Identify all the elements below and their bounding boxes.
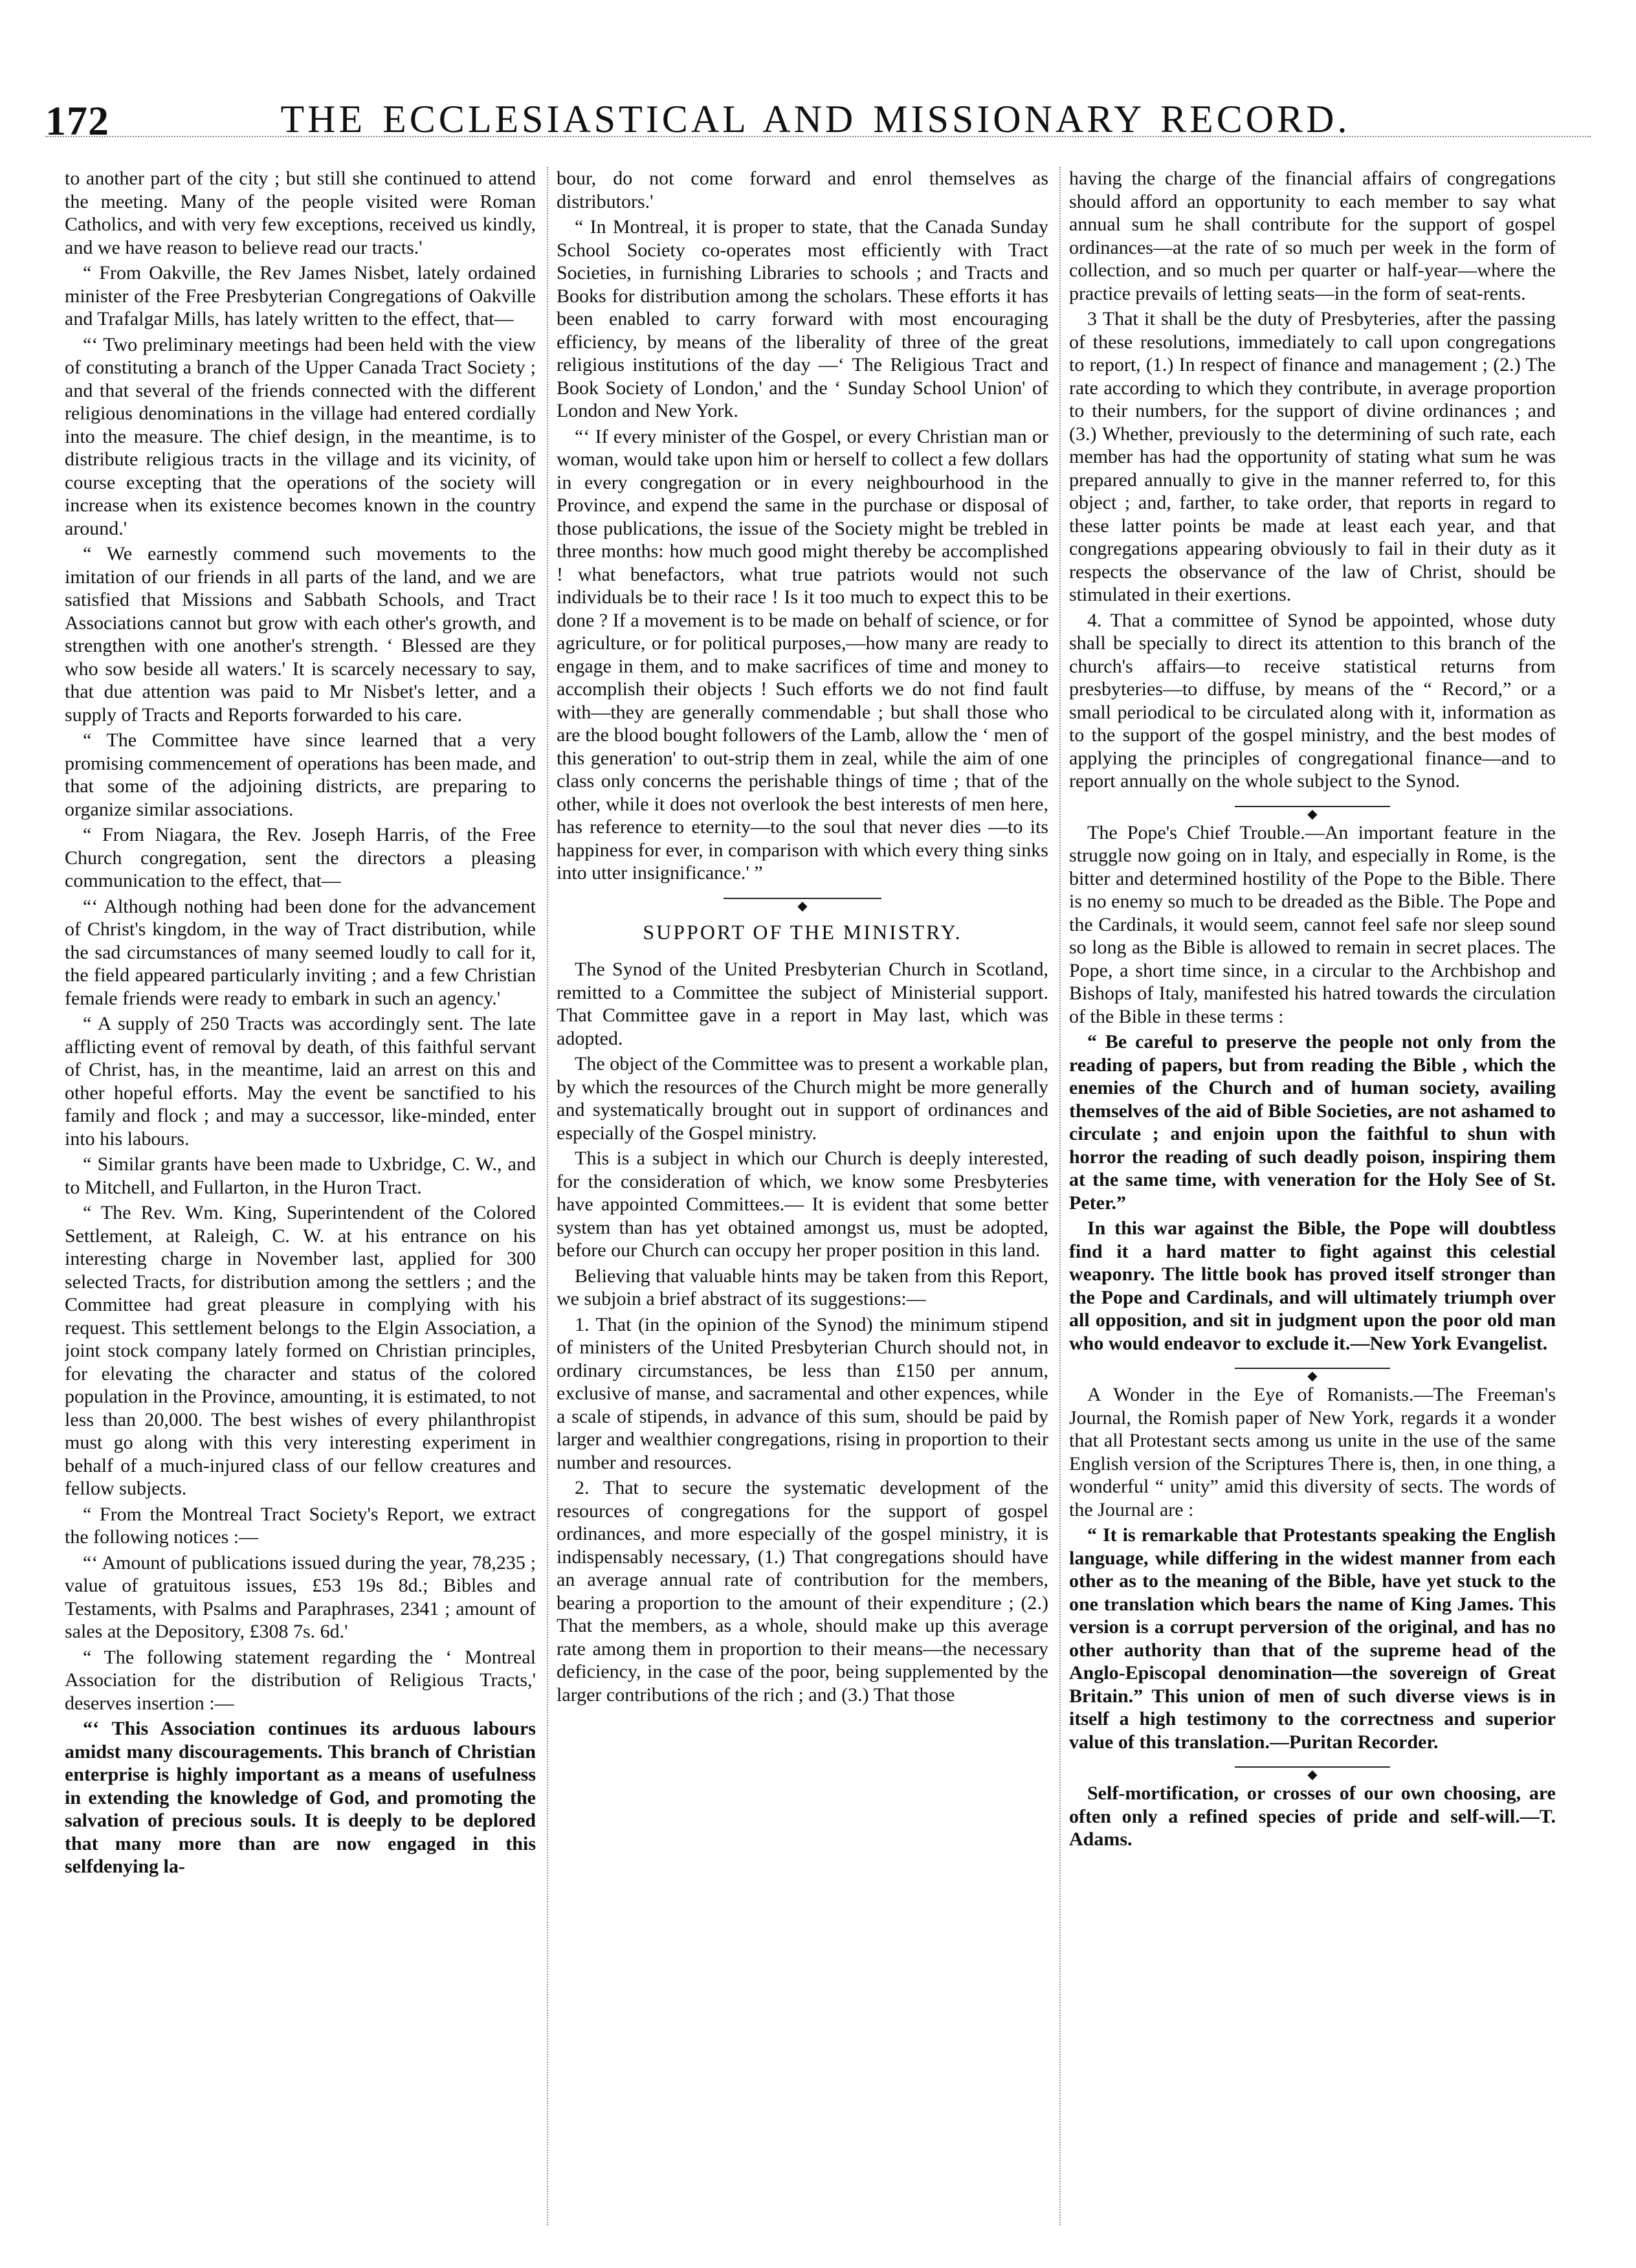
column-right bbox=[1069, 167, 1556, 2225]
section-divider-ornament: ◆ bbox=[557, 893, 1048, 904]
page-header bbox=[39, 97, 1592, 168]
column-middle bbox=[557, 167, 1048, 2225]
paragraph: “ The Committee have since learned that a very promising commencement of operations has been made, and that some of the adjoining districts, are preparing to organize similar associations. bbox=[65, 729, 536, 820]
paragraph: “ The Rev. Wm. King, Superintendent of the Colored Settlement, at Raleigh, C. W. at his entrance on his interesting charge in November last, applied for 300 selected Tracts, for distribution among the settlers ; and the Committee had great pleasure in complying with his request. This settlement belongs to the Elgin Association, a joint stock company lately formed on Christian principles, for elevating the character and status of the colored population in the Province, amounting, it is estimated, to not less than 20,000. The best wishes of every philanthropist must go along with this very interesting experiment in behalf of a much-injured class of our fellow creatures and fellow subjects. bbox=[65, 1202, 536, 1499]
paragraph: “‘ Amount of publications issued during the year, 78,235 ; value of gratuitous issues, £53 19s 8d.; Bibles and Testaments, with Psalms and Paraphrases, 2341 ; amount of sales at the Depository, £308 7s. 6d.' bbox=[65, 1551, 536, 1642]
paragraph: The object of the Committee was to present a workable plan, by which the resources of the Church might be more generally and systematically brought out in support of ordinances and especially of the Gospel ministry. bbox=[557, 1053, 1048, 1144]
header-rule bbox=[45, 136, 1591, 140]
paragraph: having the charge of the financial affairs of congregations should afford an opportunity to each member to say what annual sum he shall contribute for the support of gospel ordinances—at the rate of so much per week in the form of collection, and so much per quarter or half-year—where the practice prevails of letting seats—in the form of seat-rents. bbox=[1069, 168, 1556, 304]
page-number: 172 bbox=[45, 98, 109, 144]
paragraph: “‘ Two preliminary meetings had been held with the view of constituting a branch of the Upper Canada Tract Society ; and that several of the friends connected with the different religious denominations in the village had entered cordially into the measure. The chief design, in the meantime, is to distribute religious tracts in the village and its vicinity, of course excepting that the operations of the society will increase when its existence becomes known in the country around.' bbox=[65, 333, 536, 539]
paragraph: “‘ If every minister of the Gospel, or every Christian man or woman, would take upon him or herself to collect a few dollars in every congregation or in every neighbourhood in the Province, and expend the same in the purchase or disposal of those publications, the issue of the Society might be trebled in three months: how much good might thereby be accomplished ! what benefactors, what true patriots would not such individuals be to their race ! Is it too much to expect this to be done ? If a movement is to be made on behalf of science, or for agriculture, or for political purposes,—how many are ready to engage in them, and to make sacrifices of time and money to accomplish their objects ! Such efforts we do not find fault with—they are generally commendable ; but shall those who are the blood bought followers of the Lamb, allow the ‘ men of this generation' to out-strip them in zeal, while the aim of one class only concerns the perishable things of time ; that of the other, while it does not overlook the best interests of men here, has reference to eternity—to the soul that never dies —to its happiness for ever, in comparison with which every thing sinks into utter insignificance.' ” bbox=[557, 425, 1048, 884]
paragraph: “ A supply of 250 Tracts was accordingly sent. The late afflicting event of removal by death, of this faithful servant of Christ, has, in the meantime, laid an arrest on this and other hopeful efforts. May the event be sanctified to his family and flock ; and may a successor, like-minded, enter into his labours. bbox=[65, 1013, 536, 1150]
column-separator bbox=[1059, 167, 1061, 2225]
paragraph: “ From Oakville, the Rev James Nisbet, lately ordained minister of the Free Presbyterian Congregations of Oakville and Trafalgar Mills, has lately written to the effect, that— bbox=[65, 262, 536, 329]
paragraph: “ From Niagara, the Rev. Joseph Harris, of the Free Church congregation, sent the directors a pleasing communication to the effect, that— bbox=[65, 824, 536, 891]
paragraph: “ From the Montreal Tract Society's Report, we extract the following notices :— bbox=[65, 1503, 536, 1548]
paragraph: A Wonder in the Eye of Romanists.—The Freeman's Journal, the Romish paper of New York, regards it a wonder that all Protestant sects among us unite in the use of the same English version of the Scriptures There is, then, in one thing, a wonderful “ unity” amid this diversity of sects. The words of the Journal are : bbox=[1069, 1384, 1556, 1520]
running-title: THE ECCLESIASTICAL AND MISSIONARY RECORD. bbox=[280, 98, 1351, 140]
paragraph: 3 That it shall be the duty of Presbyteries, after the passing of these resolutions, immediately to call upon congregations to report, (1.) In respect of finance and management ; (2.) The rate according to which they contribute, in average proportion to their numbers, for the support of divine ordinances ; and (3.) Whether, previously to the determining of such rate, each member has had the opportunity of stating what sum he was prepared annually to give in the manner referred to, for this object ; and, farther, to take order, that reports in regard to these latter points be made at least each year, and that congregations appearing obviously to fail in their duty as it respects the observance of the law of Christ, should be stimulated in their exertions. bbox=[1069, 308, 1556, 605]
paragraph: bour, do not come forward and enrol themselves as distributors.' bbox=[557, 168, 1048, 212]
paragraph: Believing that valuable hints may be taken from this Report, we subjoin a brief abstract of its suggestions:— bbox=[557, 1265, 1048, 1309]
paragraph: Self-mortification, or crosses of our own choosing, are often only a refined species of pride and self-will.—T. Adams. bbox=[1069, 1783, 1556, 1850]
paragraph: This is a subject in which our Church is deeply interested, for the consideration of which, we know some Presbyteries have appointed Committees.— It is evident that some better system than has yet obtained amongst us, must be adopted, before our Church can occupy her proper position in this land. bbox=[557, 1148, 1048, 1261]
paragraph: “ It is remarkable that Protestants speaking the English language, while differing in the widest manner from each other as to the meaning of the Bible, have yet stuck to the one translation which bears the name of King James. This version is a corrupt perversion of the original, and has no other authority than that of the supreme head of the Anglo-Episcopal denomination—the sovereign of Great Britain.” This union of men of such diverse views is in itself a high testimony to the correctness and superior value of this translation.—Puritan Recorder. bbox=[1069, 1524, 1556, 1753]
column-separator bbox=[547, 167, 548, 2225]
paragraph: to another part of the city ; but still she continued to attend the meeting. Many of the people visited were Roman Catholics, and with very few exceptions, received us kindly, and we have reason to believe read our tracts.' bbox=[65, 168, 536, 258]
paragraph: “ In Montreal, it is proper to state, that the Canada Sunday School Society co-operates most efficiently with Tract Societies, in furnishing Libraries to schools ; and Tracts and Books for distribution among the scholars. These efforts it has been enabled to carry forward with most encouraging efficiency, by means of the liberality of three of the great religious institutions of the day —‘ The Religious Tract and Book Society of London,' and the ‘ Sunday School Union' of London and New York. bbox=[557, 216, 1048, 421]
paragraph: The Pope's Chief Trouble.—An important feature in the struggle now going on in Italy, and especially in Rome, is the bitter and determined hostility of the Pope to the Bible. There is no enemy so much to be dreaded as the Bible. The Pope and the Cardinals, it would seem, cannot feel safe nor sleep sound so long as the Bible is allowed to remain in secret places. The Pope, a short time since, in a circular to the Archbishop and Bishops of Italy, manifested his hatred towards the circulation of the Bible in these terms : bbox=[1069, 821, 1556, 1027]
paragraph: 1. That (in the opinion of the Synod) the minimum stipend of ministers of the United Presbyterian Church should not, in ordinary circumstances, be less than £150 per annum, exclusive of manse, and sacramental and other expences, while a scale of stipends, in advance of this sum, should be paid by larger and wealthier congregations, rising in proportion to their number and resources. bbox=[557, 1313, 1048, 1473]
paragraph: “‘ Although nothing had been done for the advancement of Christ's kingdom, in the way of Tract distribution, while the sad circumstances of many seemed loudly to call for it, the field appeared particularly inviting ; and a few Christian female friends were ready to embark in such an agency.' bbox=[65, 895, 536, 1009]
paragraph: “‘ This Association continues its arduous labours amidst many discouragements. This branch of Christian enterprise is highly important as a means of usefulness in extending the knowledge of God, and promoting the salvation of precious souls. It is deeply to be deplored that many more than are now engaged in this selfdenying la- bbox=[65, 1718, 536, 1877]
paragraph: “ Similar grants have been made to Uxbridge, C. W., and to Mitchell, and Fullarton, in the Huron Tract. bbox=[65, 1153, 536, 1198]
paragraph: The Synod of the United Presbyterian Church in Scotland, remitted to a Committee the subject of Ministerial support. That Committee gave in a report in May last, which was adopted. bbox=[557, 959, 1048, 1049]
paragraph: 4. That a committee of Synod be appointed, whose duty shall be specially to direct its attention to this branch of the church's affairs—to receive statistical returns from presbyteries—to diffuse, by means of the “ Record,” or a small periodical to be circulated along with it, information as to the support of the gospel ministry, and the best modes of applying the principles of congregational finance—and to report annually on the whole subject to the Synod. bbox=[1069, 609, 1556, 792]
section-divider-ornament: ◆ bbox=[1069, 1761, 1556, 1773]
paragraph: “ The following statement regarding the ‘ Montreal Association for the distribution of Religious Tracts,' deserves insertion :— bbox=[65, 1646, 536, 1714]
paragraph: “ Be careful to preserve the people not only from the reading of papers, but from reading the Bible , which the enemies of the Church and of human society, availing themselves of the aid of Bible Societies, are not ashamed to circulate ; and enjoin upon the faithful to shun with horror the reading of such deadly poison, inspiring them at the same time, with veneration for the Holy See of St. Peter.” bbox=[1069, 1031, 1556, 1214]
column-left bbox=[65, 167, 536, 2225]
paragraph: 2. That to secure the systematic development of the resources of congregations for the support of gospel ordinances, and more especially of the gospel ministry, it is indispensably necessary, (1.) That congregations should have an average annual rate of contribution for the members, bearing a proportion to the amount of their expenditure ; (2.) That the members, as a whole, should make up this average rate among them in proportion to their means—the necessary deficiency, in the case of the poor, being supplemented by the larger contributions of the rich ; and (3.) That those bbox=[557, 1477, 1048, 1706]
paragraph: “ We earnestly commend such movements to the imitation of our friends in all parts of the land, and we are satisfied that Missions and Sabbath Schools, and Tract Associations cannot but grow with each other's growth, and strengthen with one another's strength. ‘ Blessed are they who sow beside all waters.' It is scarcely necessary to say, that due attention was paid to Mr Nisbet's letter, and a supply of Tracts and Reports forwarded to his care. bbox=[65, 543, 536, 726]
section-heading: SUPPORT OF THE MINISTRY. bbox=[643, 920, 962, 944]
paragraph: In this war against the Bible, the Pope will doubtless find it a hard matter to fight against this celestial weaponry. The little book has proved itself stronger than the Pope and Cardinals, and will ultimately triumph over all opposition, and sit in judgment upon the poor old man who would endeavor to exclude it.—New York Evangelist. bbox=[1069, 1217, 1556, 1354]
section-divider-ornament: ◆ bbox=[1069, 801, 1556, 812]
section-divider-ornament: ◆ bbox=[1069, 1362, 1556, 1374]
